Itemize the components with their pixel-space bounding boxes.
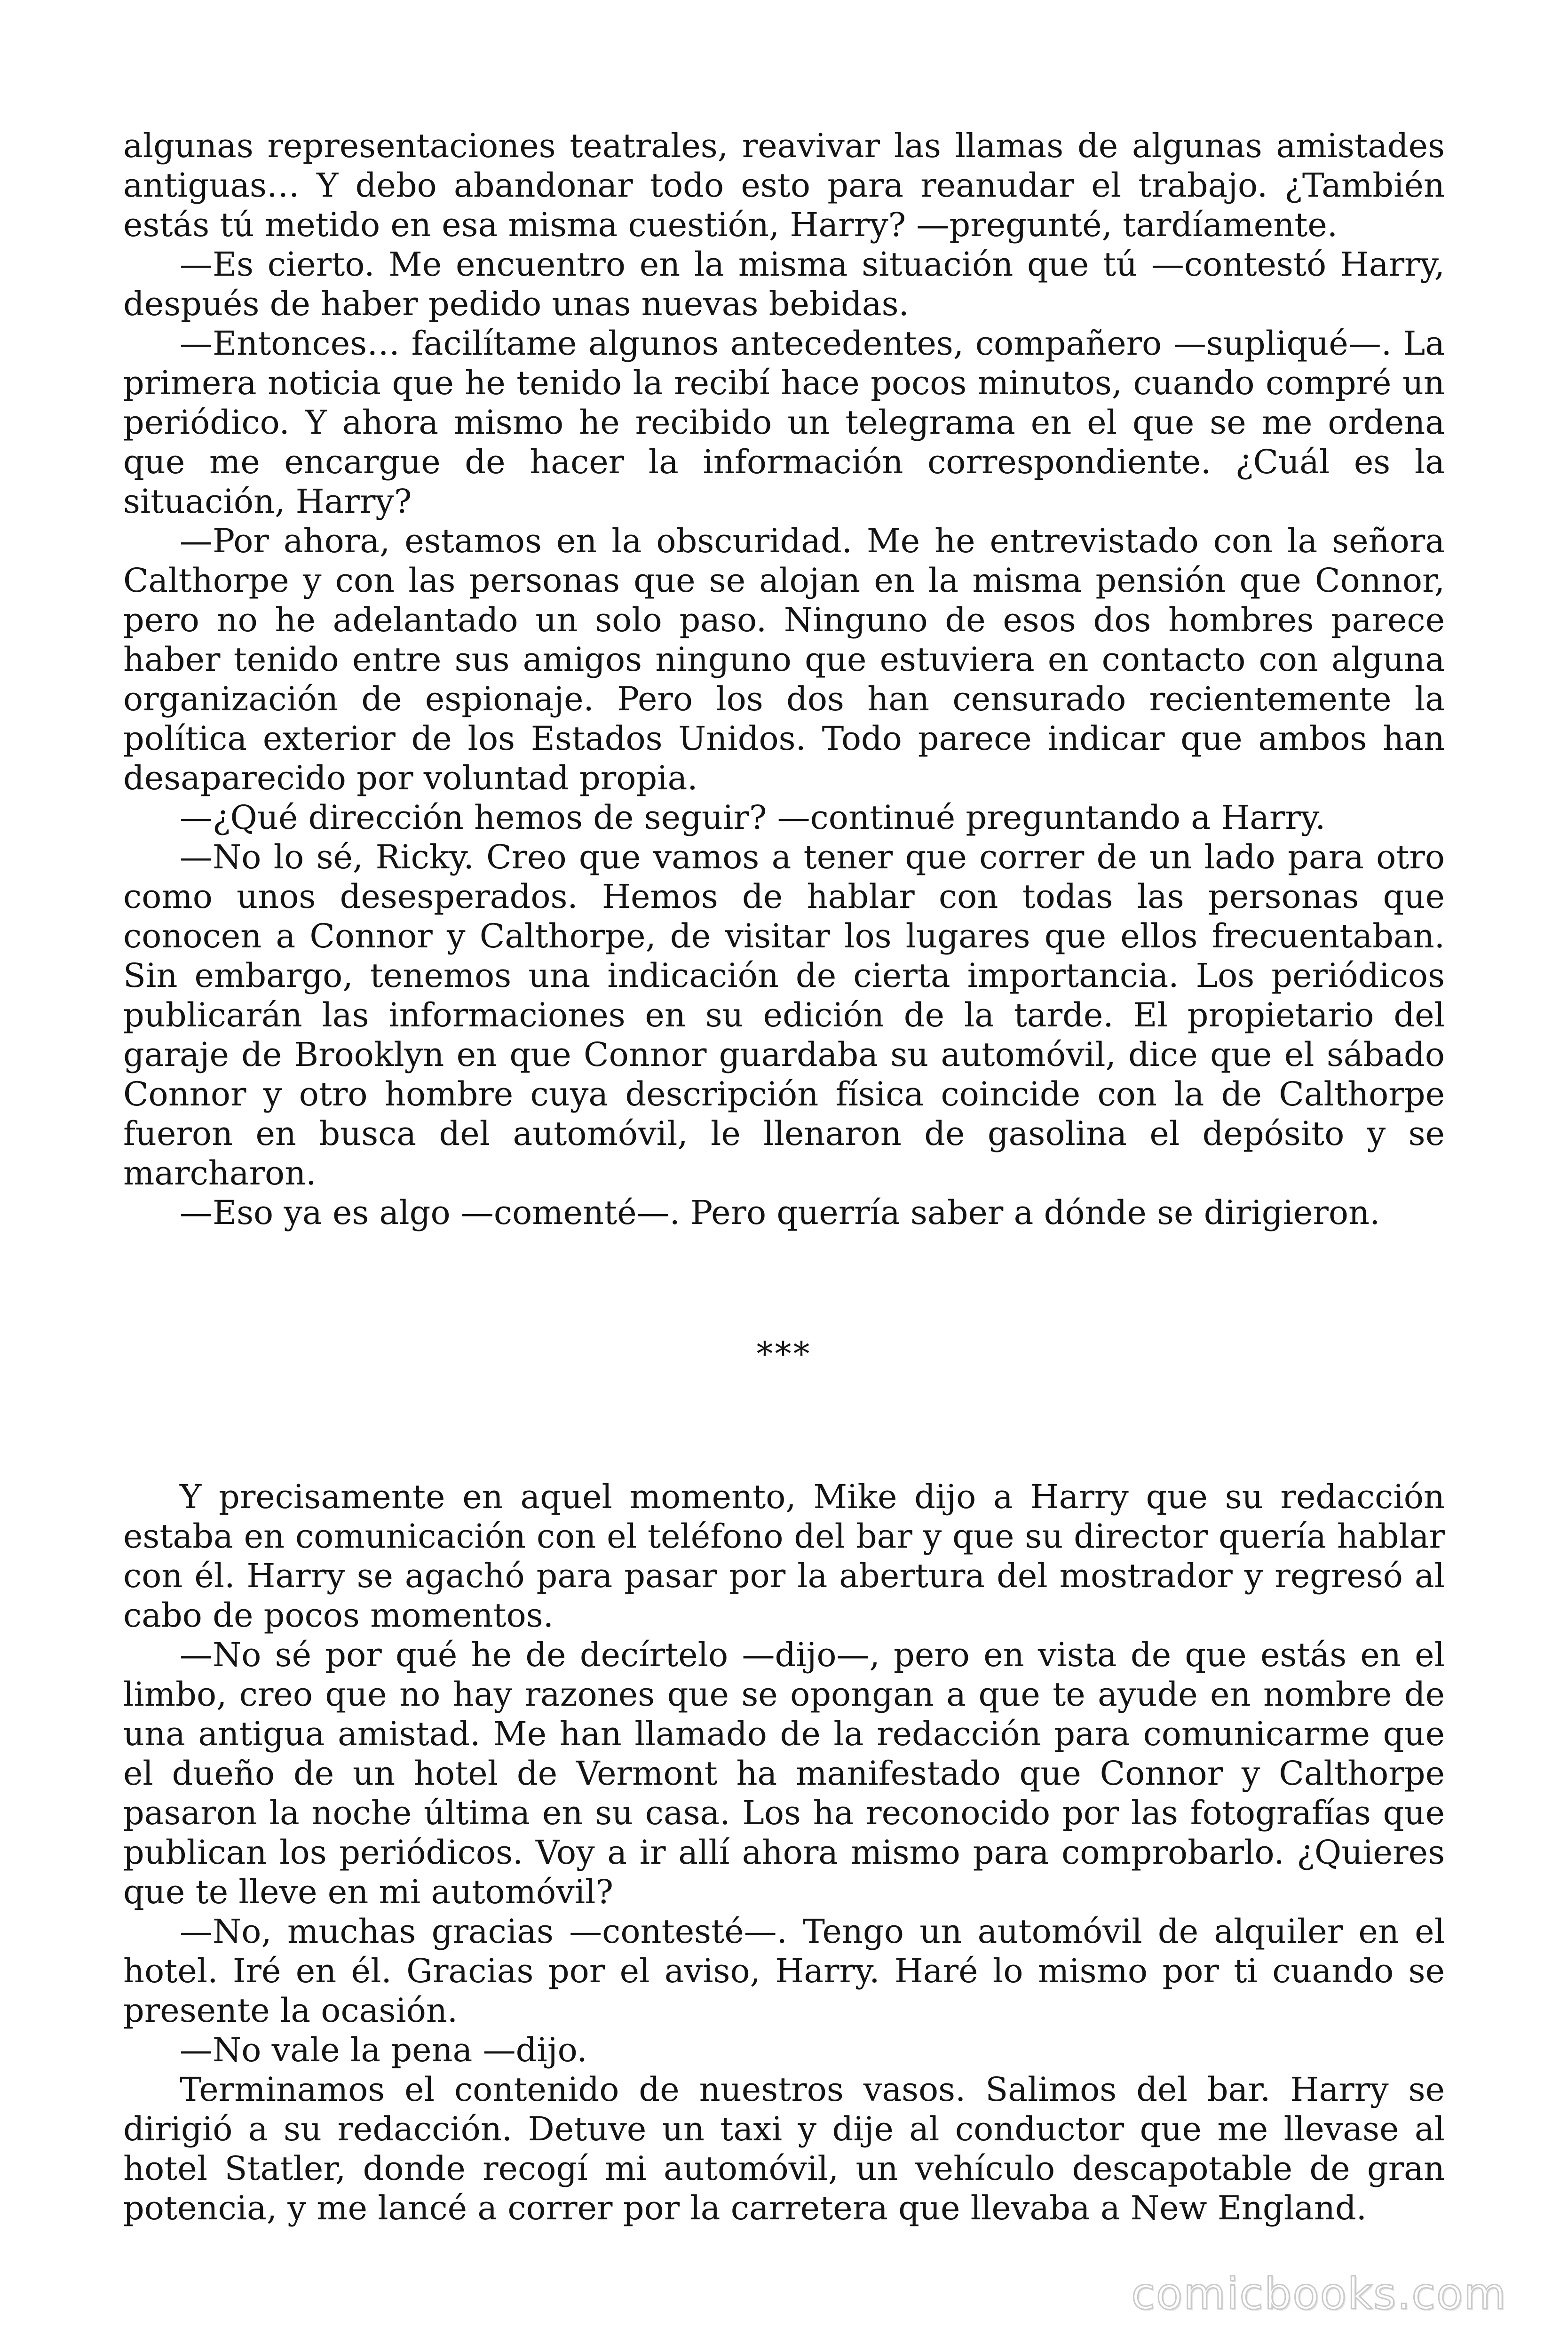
- paragraph: —Eso ya es algo —comenté—. Pero querría saber a dónde se dirigieron.: [180, 1193, 1380, 1232]
- paragraph: —Por ahora, estamos en la obscuridad. Me he entrevistado con la señora Calthorpe y con las personas que se alojan en la misma pensión que Connor, pero no he adelantado un solo paso. Ninguno de esos dos hombres parece haber tenido entre sus amigos ninguno que estuviera en contacto con alguna organización de espionaje. Pero los dos han censurado recientemente la política exterior de los Estados Unidos. Todo parece indicar que ambos han desaparecido por voluntad propia.: [123, 522, 1445, 797]
- section-separator: ***: [756, 1335, 812, 1373]
- paragraph: —Entonces… facilítame algunos antecedentes, compañero —supliqué—. La primera noticia que he tenido la recibí hace pocos minutos, cuando compré un periódico. Y ahora mismo he recibido un telegrama en el que se me ordena que me encargue de hacer la información correspondiente. ¿Cuál es la situación, Harry?: [123, 324, 1445, 521]
- paragraph: —No sé por qué he de decírtelo —dijo—, pero en vista de que estás en el limbo, creo que no hay razones que se opongan a que te ayude en nombre de una antigua amistad. Me han llamado de la redacción para comunicarme que el dueño de un hotel de Vermont ha manifestado que Connor y Calthorpe pasaron la noche última en su casa. Los ha reconocido por las fotografías que publican los periódicos. Voy a ir allí ahora mismo para comprobarlo. ¿Quieres que te lleve en mi automóvil?: [123, 1636, 1445, 1911]
- paragraph: —Es cierto. Me encuentro en la misma situación que tú —contestó Harry, después de haber pedido unas nuevas bebidas.: [123, 245, 1445, 323]
- paragraph: —¿Qué dirección hemos de seguir? —continué preguntando a Harry.: [180, 798, 1326, 837]
- paragraph: —No lo sé, Ricky. Creo que vamos a tener que correr de un lado para otro como unos desesperados. Hemos de hablar con todas las personas que conocen a Connor y Calthorpe, de visitar los lugares que ellos frecuentaban. Sin embargo, tenemos una indicación de cierta importancia. Los periódicos publicarán las informaciones en su edición de la tarde. El propietario del garaje de Brooklyn en que Connor guardaba su automóvil, dice que el sábado Connor y otro hombre cuya descripción física coincide con la de Calthorpe fueron en busca del automóvil, le llenaron de gasolina el depósito y se marcharon.: [123, 838, 1445, 1192]
- paragraph: algunas representaciones teatrales, reavivar las llamas de algunas amistades antiguas… Y debo abandonar todo esto para reanudar el trabajo. ¿También estás tú metido en esa misma cuestión, Harry? —pregunté, tardíamente.: [123, 127, 1445, 244]
- paragraph: —No vale la pena —dijo.: [180, 2031, 587, 2069]
- page-body: [123, 126, 1445, 2228]
- watermark: comicbooks.com: [1131, 2269, 1507, 2319]
- paragraph: —No, muchas gracias —contesté—. Tengo un automóvil de alquiler en el hotel. Iré en él. Gracias por el aviso, Harry. Haré lo mismo por ti cuando se presente la ocasión.: [123, 1912, 1445, 2030]
- paragraph: Terminamos el contenido de nuestros vasos. Salimos del bar. Harry se dirigió a su redacción. Detuve un taxi y dije al conductor que me llevase al hotel Statler, donde recogí mi automóvil, un vehículo descapotable de gran potencia, y me lancé a correr por la carretera que llevaba a New England.: [123, 2070, 1445, 2227]
- paragraph: Y precisamente en aquel momento, Mike dijo a Harry que su redacción estaba en comunicación con el teléfono del bar y que su director quería hablar con él. Harry se agachó para pasar por la abertura del mostrador y regresó al cabo de pocos momentos.: [123, 1478, 1445, 1635]
